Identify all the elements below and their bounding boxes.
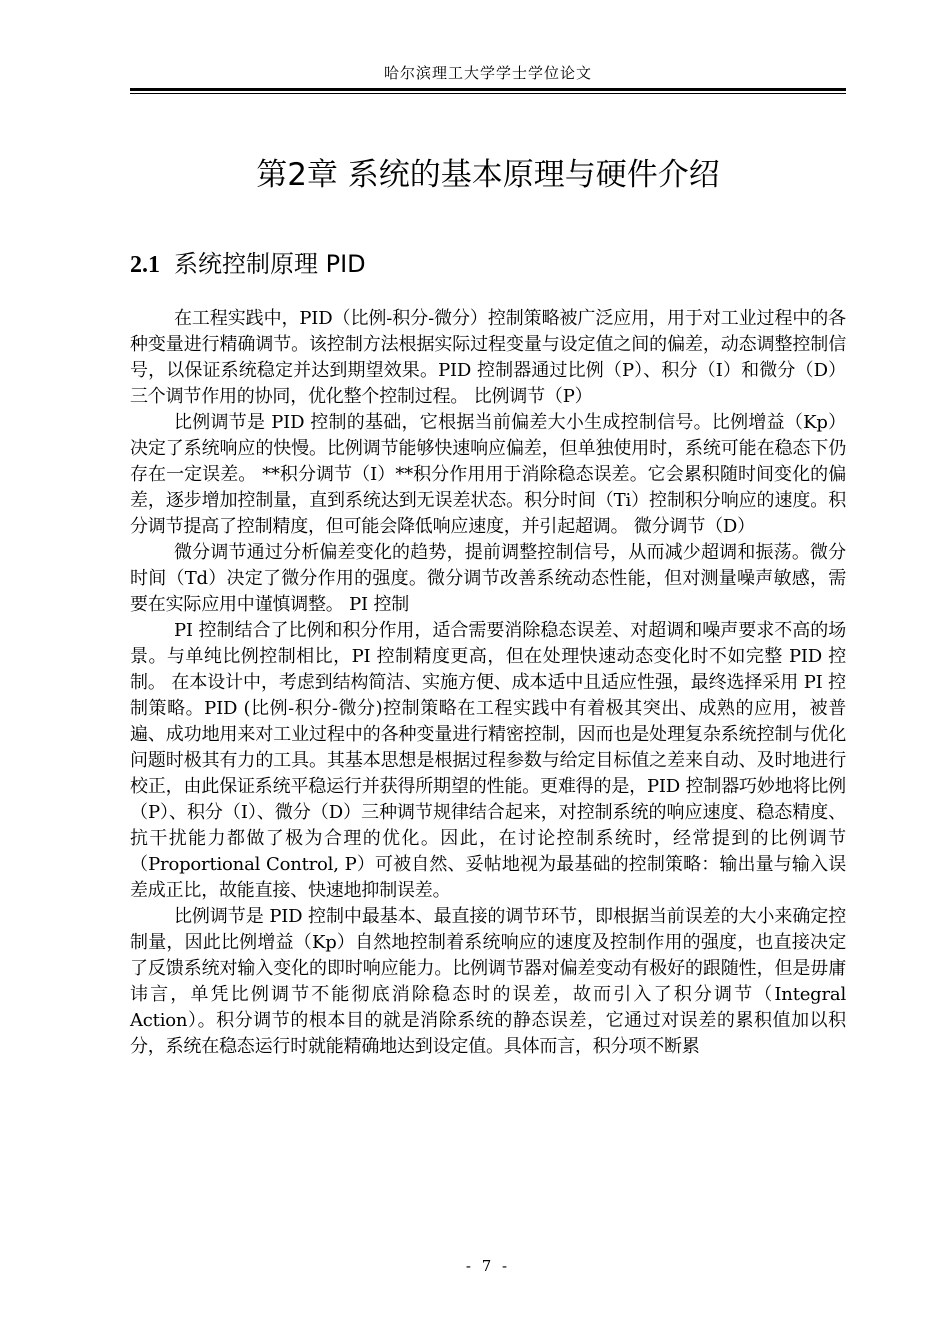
chapter-title: 第2章 系统的基本原理与硬件介绍 — [256, 157, 720, 193]
paragraph-5: 比例调节是 PID 控制中最基本、最直接的调节环节，即根据当前误差的大小来确定控制量，因此比例增益（Kp）自然地控制着系统响应的速度及控制作用的强度，也直接决定了反馈系统对输入变化的即时响应能力。比例调节器对偏差变动有极好的跟随性，但是毋庸讳言，单凭比例调节不能彻底消除稳态时的误差，故而引入了积分调节（Integral Action）。积分调节的根本目的就是消除系统的静态误差，它通过对误差的累积值加以积分，系统在稳态运行时就能精确地达到设定值。具体而言，积分项不断累 — [130, 906, 846, 1057]
paragraph-3: 微分调节通过分析偏差变化的趋势，提前调整控制信号，从而减少超调和振荡。微分时间（Td）决定了微分作用的强度。微分调节改善系统动态性能，但对测量噪声敏感，需要在实际应用中谨慎调整。 PI 控制 — [130, 542, 846, 615]
body-text — [130, 306, 846, 1060]
section-title: 系统控制原理 PID — [174, 250, 366, 278]
running-header: 哈尔滨理工大学学士学位论文 — [383, 64, 592, 82]
page-number: - 7 - — [465, 1257, 511, 1275]
paragraph-4: PI 控制结合了比例和积分作用，适合需要消除稳态误差、对超调和噪声要求不高的场景。与单纯比例控制相比，PI 控制精度更高，但在处理快速动态变化时不如完整 PID 控制。 在本设计中，考虑到结构简洁、实施方便、成本适中且适应性强，最终选择采用 PI 控制策略。PID (比例-积分-微分)控制策略在工程实践中有着极其突出、成熟的应用，被普遍、成功地用来对工业过程中的各种变量进行精密控制，因而也是处理复杂系统控制与优化问题时极其有力的工具。其基本思想是根据过程参数与给定目标值之差来自动、及时地进行校正，由此保证系统平稳运行并获得所期望的性能。更难得的是，PID 控制器巧妙地将比例（P）、积分（I）、微分（D）三种调节规律结合起来，对控制系统的响应速度、稳态精度、抗干扰能力都做了极为合理的优化。因此，在讨论控制系统时，经常提到的比例调节（Proportional Control, P）可被自然、妥帖地视为最基础的控制策略：输出量与输入误差成正比，故能直接、快速地抑制误差。 — [130, 620, 846, 901]
header-rule-thick — [130, 88, 846, 91]
section-number: 2.1 — [130, 252, 160, 278]
paragraph-2: 比例调节是 PID 控制的基础，它根据当前偏差大小生成控制信号。比例增益（Kp）决定了系统响应的快慢。比例调节能够快速响应偏差，但单独使用时，系统可能在稳态下仍存在一定误差。 **积分调节（I）**积分作用用于消除稳态误差。它会累积随时间变化的偏差，逐步增加控制量，直到系统达到无误差状态。积分时间（Ti）控制积分响应的速度。积分调节提高了控制精度，但可能会降低响应速度，并引起超调。 微分调节（D） — [130, 412, 846, 537]
header-rule-thin — [130, 93, 846, 94]
section-heading — [130, 246, 846, 283]
paragraph-1: 在工程实践中，PID（比例-积分-微分）控制策略被广泛应用，用于对工业过程中的各种变量进行精确调节。该控制方法根据实际过程变量与设定值之间的偏差，动态调整控制信号，以保证系统稳定并达到期望效果。PID 控制器通过比例（P）、积分（I）和微分（D）三个调节作用的协同，优化整个控制过程。 比例调节（P） — [130, 308, 846, 407]
